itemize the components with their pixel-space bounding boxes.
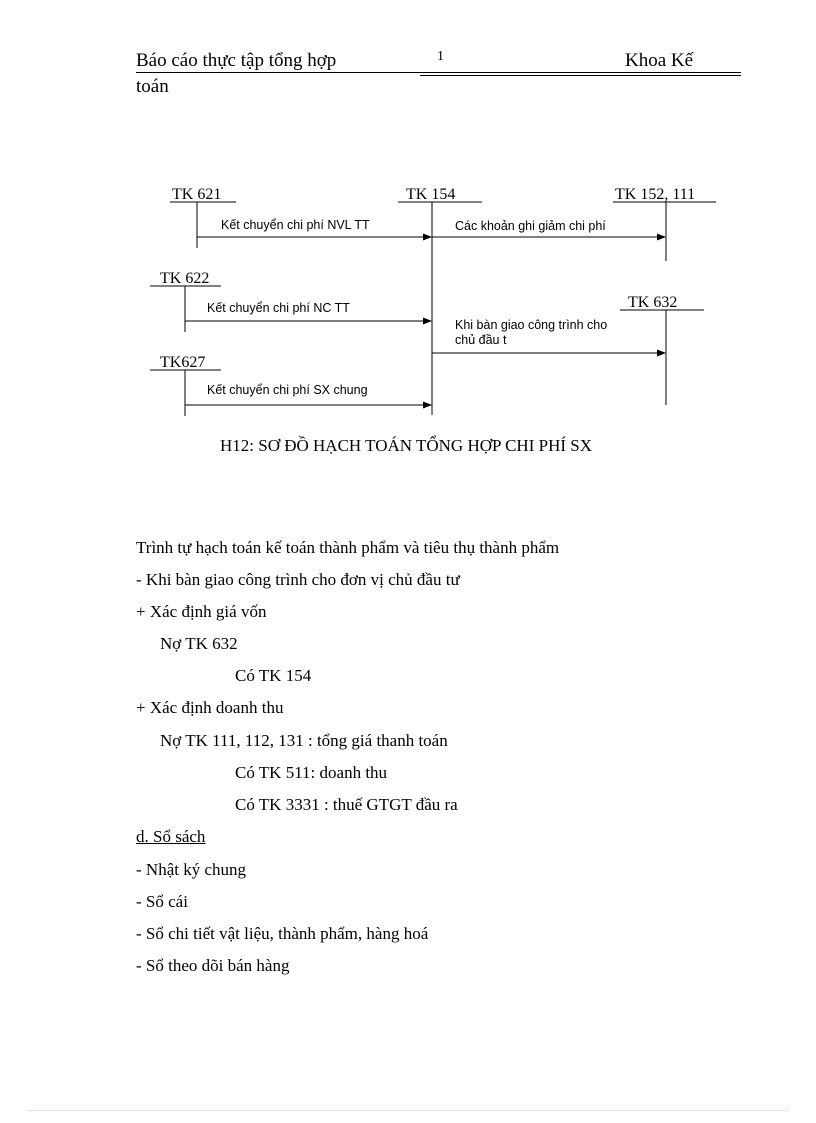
header-title: Báo cáo thực tập tổng hợp: [136, 50, 337, 71]
body-line: - Sổ theo dõi bán hàng: [136, 956, 290, 975]
body-line: - Sổ cái: [136, 892, 188, 911]
page-number: 1: [437, 49, 444, 64]
header-department-continuation: toán: [136, 76, 169, 97]
section-heading: d. Sổ sách: [136, 827, 206, 846]
label-nc: Kết chuyển chi phí NC TT: [207, 301, 350, 315]
body-line: Có TK 3331 : thuế GTGT đầu ra: [235, 795, 458, 814]
body-line: Nợ TK 632: [160, 634, 238, 653]
header-department: Khoa Kế: [625, 50, 694, 71]
account-tk621: TK 621: [172, 186, 222, 203]
account-tk632: TK 632: [628, 294, 678, 311]
label-giam: Các khoản ghi giảm chi phí: [455, 219, 606, 233]
body-line: Có TK 511: doanh thu: [235, 763, 388, 782]
account-tk627: TK627: [160, 354, 206, 371]
account-tk622: TK 622: [160, 270, 210, 287]
label-bangiao-1: Khi bàn giao công trình cho: [455, 318, 608, 332]
body-heading: Trình tự hạch toán kế toán thành phẩm và tiêu thụ thành phẩm: [136, 538, 560, 557]
body-line: Nợ TK 111, 112, 131 : tổng giá thanh toán: [160, 731, 448, 750]
label-bangiao-2: chủ đầu t: [455, 333, 507, 347]
label-nvl: Kết chuyển chi phí NVL TT: [221, 218, 370, 232]
body-line: + Xác định doanh thu: [136, 698, 284, 717]
label-sx: Kết chuyển chi phí SX chung: [207, 383, 368, 397]
page-bottom-border: [28, 1110, 788, 1111]
account-tk152: TK 152, 111: [615, 186, 696, 203]
account-tk154: TK 154: [406, 186, 456, 203]
body-line: - Nhật ký chung: [136, 860, 247, 879]
body-line: + Xác định giá vốn: [136, 602, 267, 621]
body-line: - Sổ chi tiết vật liệu, thành phẩm, hàng hoá: [136, 924, 429, 943]
accounting-diagram: [0, 0, 816, 470]
body-line: Có TK 154: [235, 666, 312, 685]
diagram-caption: H12: SƠ ĐỒ HẠCH TOÁN TỔNG HỢP CHI PHÍ SX: [220, 436, 592, 455]
body-line: - Khi bàn giao công trình cho đơn vị chủ đầu tư: [136, 570, 460, 589]
